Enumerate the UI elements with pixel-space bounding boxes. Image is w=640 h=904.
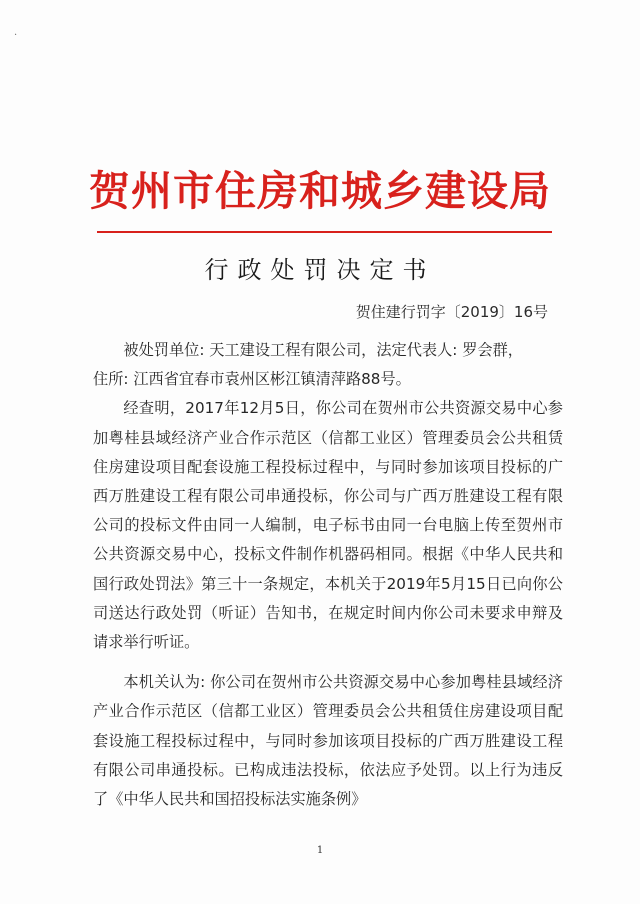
document-body xyxy=(93,336,563,814)
document-number: 贺住建行罚字〔2019〕16号 xyxy=(355,303,548,321)
address-line: 住所: 江西省宜春市袁州区彬江镇清萍路88号。 xyxy=(93,370,411,389)
findings-paragraph: 经查明，2017年12月5日，你公司在贺州市公共资源交易中心参加粤桂县域经济产业合作示范区（信都工业区）管理委员会公共租赁住房建设项目配套设施工程投标过程中，与同时参加该项目投标的广西万胜建设工程有限公司串通投标，你公司与广西万胜建设工程有限公司的投标文件由同一人编制，电子标书由同一台电脑上传至贺州市公共资源交易中心，投标文件制作机器码相同。根据《中华人民共和国行政处罚法》第三十一条规定，本机关于2019年5月15日已向你公司送达行政处罚（听证）告知书，在规定时间内你公司未要求申辩及请求举行听证。 xyxy=(93,399,563,652)
party-line: 被处罚单位: 天工建设工程有限公司，法定代表人: 罗会群， xyxy=(123,341,523,359)
scan-speck: · xyxy=(14,30,18,41)
document-type: 行政处罚决定书 xyxy=(204,256,436,284)
issuer-title: 贺州市住房和城乡建设局 xyxy=(89,167,551,215)
red-divider xyxy=(97,231,552,233)
conclusion-paragraph: 本机关认为: 你公司在贺州市公共资源交易中心参加粤桂县域经济产业合作示范区（信都工业区）管理委员会公共租赁住房建设项目配套设施工程投标过程中，与同时参加该项目投标的广西万胜建设工程有限公司串通投标。已构成违法投标，依法应予处罚。以上行为违反了《中华人民共和国招投标法实施条例》 xyxy=(93,673,563,809)
page-number: 1 xyxy=(316,845,324,856)
paragraph-gap xyxy=(93,657,563,668)
